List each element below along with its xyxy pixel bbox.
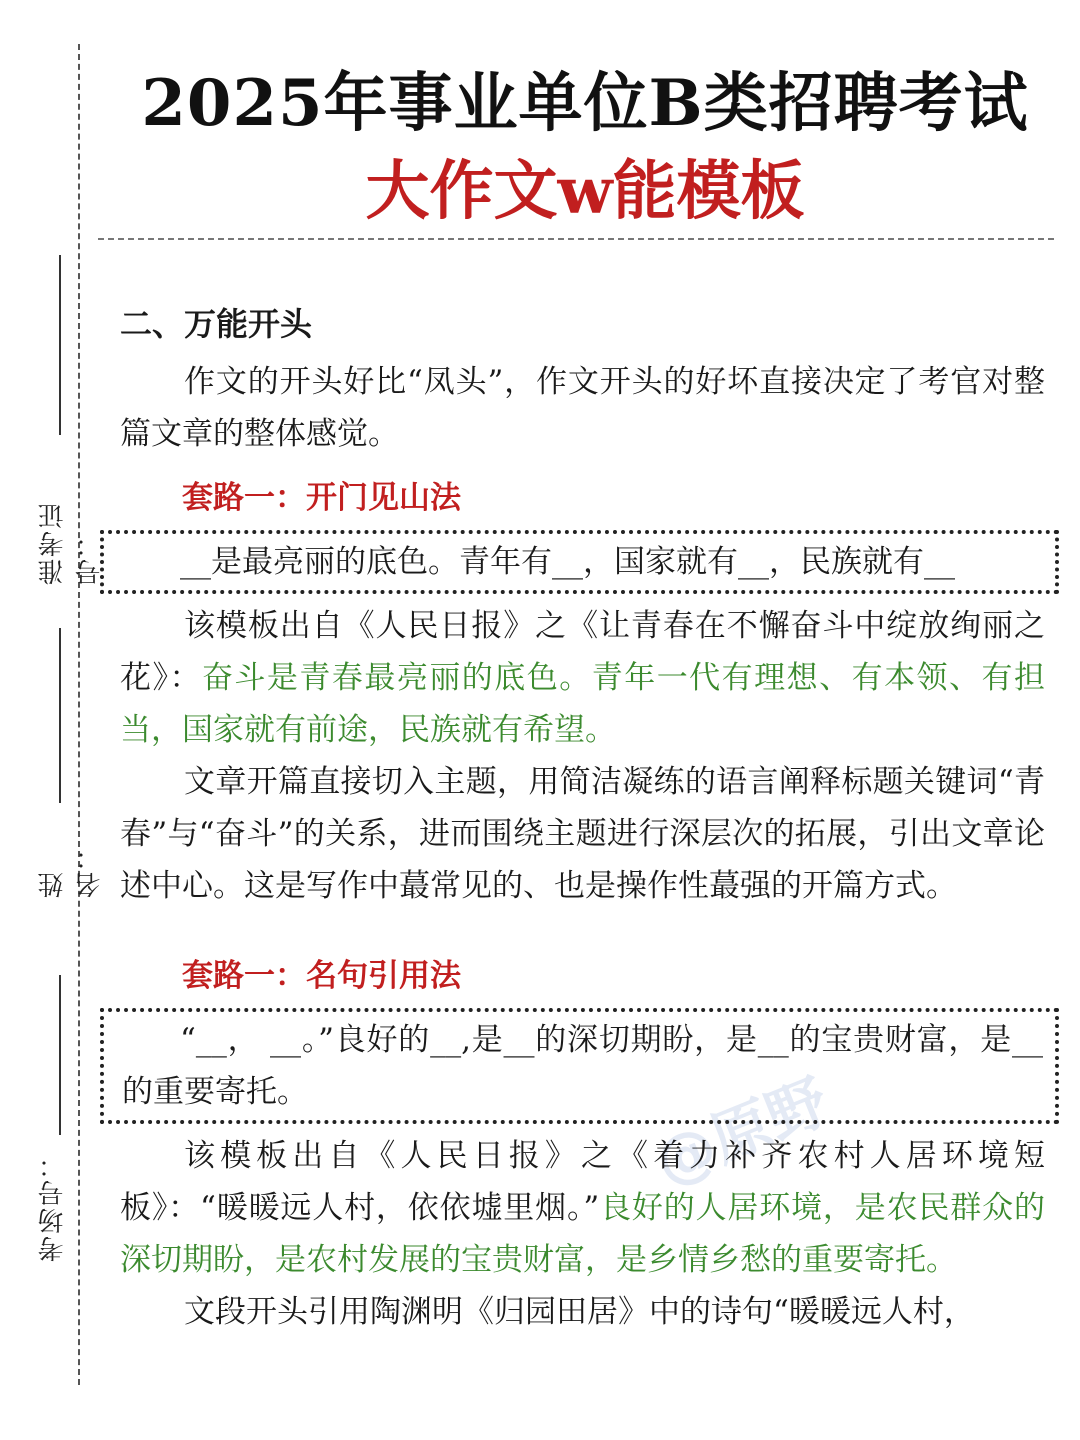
method2-example: 良好的人居环境，是农民群众的深切期盼，是农村发展的宝贵财富，是乡情乡愁的重要寄托。 <box>120 1190 1045 1278</box>
name-line <box>59 628 61 803</box>
method1-source <box>120 600 1045 756</box>
method1-source-text: 该模板出自《人民日报》之《让青春在不懈奋斗中绽放绚丽之花》： <box>120 608 1045 696</box>
method2-source <box>120 1130 1045 1286</box>
method1-template: __是最亮丽的底色。青年有__，国家就有__，民族就有__ <box>180 544 955 580</box>
method2-template: “__， __。”良好的__,是__的深切期盼，是__的宝贵财富，是__的重要寄托。 <box>122 1022 1043 1110</box>
method2-analysis: 文段开头引用陶渊明《归园田居》中的诗句“暖暖远人村， <box>184 1294 975 1330</box>
method2-source-text: 该模板出自《人民日报》之《着力补齐农村人居环境短板》：“暖暖远人村，依依墟里烟。” <box>120 1138 1045 1226</box>
page-title: 2025年事业单位B类招聘考试 <box>141 66 1029 141</box>
room-label: 考场号： <box>38 1150 68 1262</box>
watermark: @原野 <box>645 1066 839 1199</box>
method1-analysis: 文章开篇直接切入主题，用简洁凝练的语言阐释标题关键词“青春”与“奋斗”的关系，进而围绕主题进行深层次的拓展，引出文章论述中心。这是写作中蕞常见的、也是操作性蕞强的开篇方式。 <box>120 764 1045 904</box>
section-intro: 作文的开头好比“凤头”，作文开头的好坏直接决定了考官对整篇文章的整体感觉。 <box>120 364 1045 452</box>
room-line <box>59 975 61 1135</box>
page-subtitle: 大作文w能模板 <box>365 154 805 229</box>
method2-label: 套路一：名句引用法 <box>182 958 461 994</box>
method1-template-box <box>100 530 1059 594</box>
name-label: 姓名： <box>38 842 105 898</box>
exam-id-line <box>59 255 61 435</box>
header-divider <box>98 238 1054 240</box>
article-body <box>120 298 1045 1338</box>
method1-label: 套路一：开门见山法 <box>182 480 461 516</box>
method2-template-box <box>100 1008 1059 1124</box>
exam-id-label: 准考证号： <box>38 501 105 585</box>
exam-id-field <box>0 255 105 585</box>
room-field <box>0 975 80 1285</box>
section-heading: 二、万能开头 <box>120 305 313 343</box>
name-field <box>0 628 105 898</box>
method1-example: 奋斗是青春最亮丽的底色。青年一代有理想、有本领、有担当，国家就有前途，民族就有希望。 <box>120 660 1046 748</box>
